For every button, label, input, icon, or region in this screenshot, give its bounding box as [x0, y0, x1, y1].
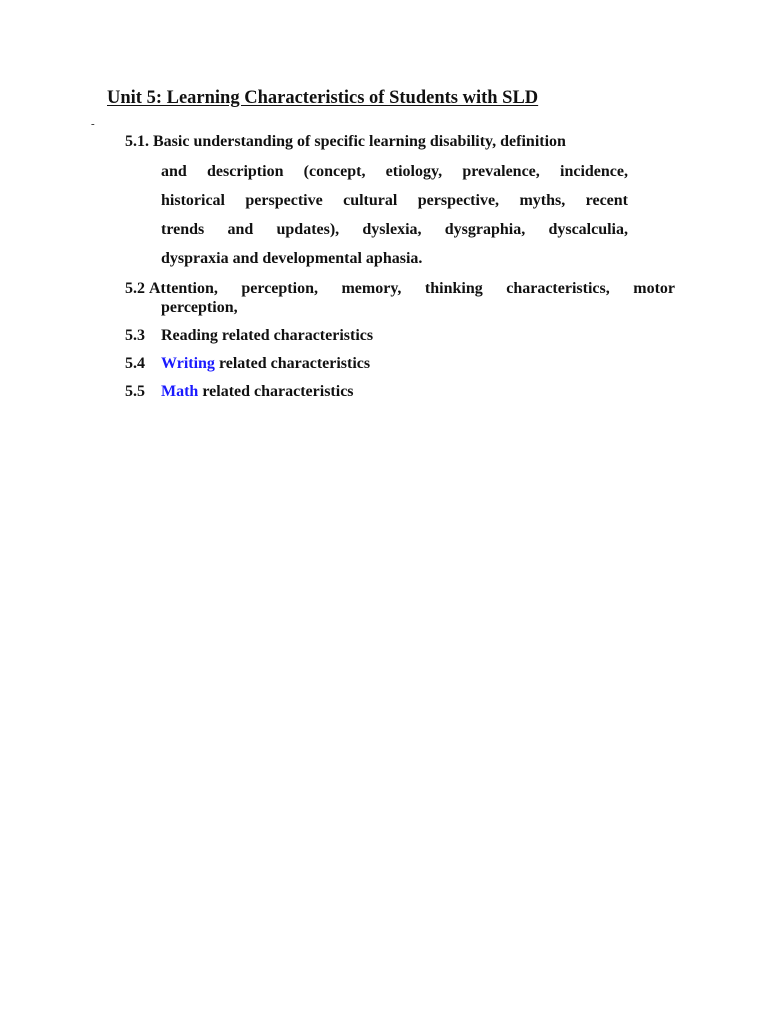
- item-text: Attention, perception, memory, thinking characteristics, motor: [149, 280, 675, 297]
- item-number: 5.1.: [125, 133, 149, 150]
- item-text: Reading related characteristics: [161, 327, 374, 344]
- unit-title: Unit 5: Learning Characteristics of Students with SLD: [107, 88, 539, 108]
- item-text: related characteristics: [198, 383, 354, 400]
- item-5-1-line-5: dyspraxia and developmental aphasia.: [161, 250, 423, 267]
- item-5-1-line-4: trends and updates), dyslexia, dysgraphia, dyscalculia,: [161, 221, 628, 238]
- item-5-2-first-line: [125, 280, 675, 298]
- item-number: 5.3: [125, 327, 145, 344]
- item-number: 5.4: [125, 355, 145, 372]
- item-5-2-line-2: perception,: [161, 299, 238, 316]
- item-5-1-line-3: historical perspective cultural perspective, myths, recent: [161, 192, 628, 209]
- item-5-1-first-line: [125, 133, 566, 151]
- math-link[interactable]: Math: [161, 383, 199, 400]
- item-number: 5.5: [125, 383, 145, 400]
- stray-dash: -: [91, 118, 95, 130]
- item-5-5: [125, 383, 354, 401]
- item-text: related characteristics: [214, 355, 371, 372]
- item-number: 5.2: [125, 280, 145, 297]
- writing-link[interactable]: Writing: [161, 355, 215, 372]
- item-5-4: [125, 355, 370, 373]
- item-text: Basic understanding of specific learning disability, definition: [153, 133, 566, 150]
- item-5-1-line-2: and description (concept, etiology, prevalence, incidence,: [161, 163, 628, 180]
- item-5-3: [125, 327, 373, 345]
